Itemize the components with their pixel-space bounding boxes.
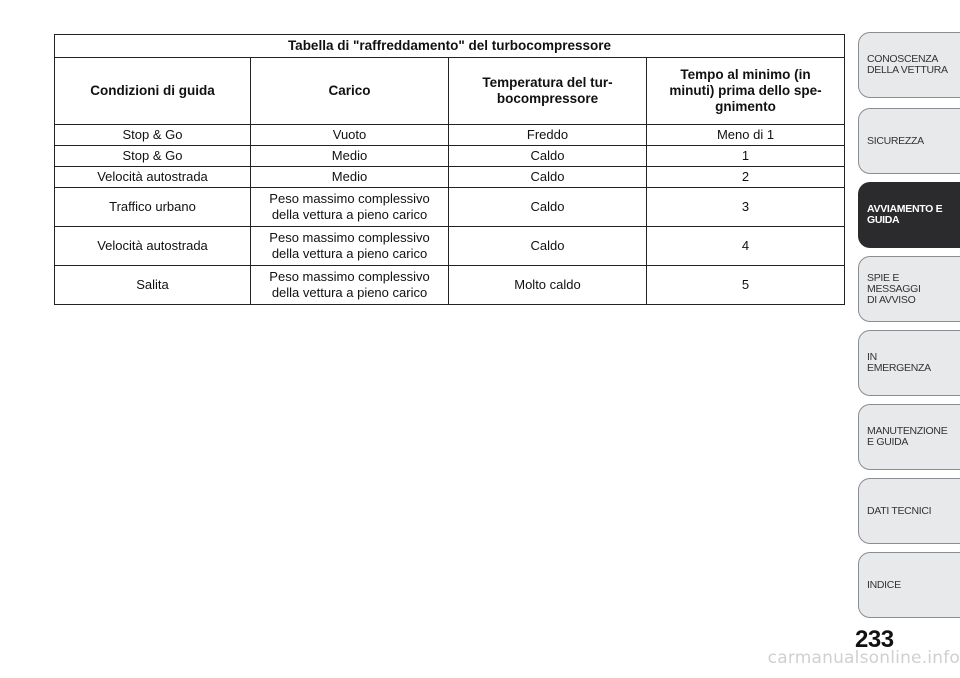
- cell-idle-time: 2: [647, 167, 845, 188]
- cell-temperature: Molto caldo: [449, 266, 647, 305]
- sidebar-item-emergenza[interactable]: [858, 330, 960, 396]
- chapter-sidebar: [858, 32, 960, 632]
- cell-temperature: Freddo: [449, 125, 647, 146]
- watermark-text: carmanualsonline.info: [767, 648, 960, 668]
- cell-load: Medio: [251, 146, 449, 167]
- cell-load: Peso massimo complessivo della vettura a pieno carico: [251, 266, 449, 305]
- table-row: [55, 125, 845, 146]
- cell-temperature: Caldo: [449, 167, 647, 188]
- table-row: [55, 167, 845, 188]
- sidebar-item-indice[interactable]: [858, 552, 960, 618]
- cell-idle-time: Meno di 1: [647, 125, 845, 146]
- sidebar-item-label: SICUREZZA: [867, 134, 924, 147]
- sidebar-item-label: SPIE E MESSAGGI DI AVVISO: [867, 271, 921, 306]
- sidebar-item-label: AVVIAMENTO E GUIDA: [867, 203, 943, 226]
- cell-condition: Stop & Go: [55, 125, 251, 146]
- sidebar-item-label: MANUTENZIONE E GUIDA: [867, 425, 948, 448]
- header-turbo-temperature: Temperatura del tur- bocompressore: [449, 58, 647, 125]
- cell-temperature: Caldo: [449, 146, 647, 167]
- cell-condition: Velocità autostrada: [55, 227, 251, 266]
- sidebar-item-label: INDICE: [867, 578, 901, 591]
- cell-temperature: Caldo: [449, 227, 647, 266]
- cell-idle-time: 1: [647, 146, 845, 167]
- sidebar-item-dati-tecnici[interactable]: [858, 478, 960, 544]
- sidebar-item-spie[interactable]: [858, 256, 960, 322]
- cell-condition: Salita: [55, 266, 251, 305]
- cell-load: Peso massimo complessivo della vettura a pieno carico: [251, 188, 449, 227]
- turbo-cooling-table: [54, 34, 845, 305]
- sidebar-item-sicurezza[interactable]: [858, 108, 960, 174]
- sidebar-item-manutenzione[interactable]: [858, 404, 960, 470]
- cell-load: Vuoto: [251, 125, 449, 146]
- cooling-table-container: [54, 34, 844, 305]
- cell-temperature: Caldo: [449, 188, 647, 227]
- cell-idle-time: 5: [647, 266, 845, 305]
- table-row: [55, 227, 845, 266]
- sidebar-item-label: DATI TECNICI: [867, 504, 932, 517]
- cell-load: Peso massimo complessivo della vettura a pieno carico: [251, 227, 449, 266]
- page-number: 233: [855, 626, 894, 653]
- table-row: [55, 146, 845, 167]
- sidebar-item-label: CONOSCENZA DELLA VETTURA: [867, 53, 948, 76]
- cell-idle-time: 3: [647, 188, 845, 227]
- cell-condition: Stop & Go: [55, 146, 251, 167]
- table-row: [55, 266, 845, 305]
- cell-load: Medio: [251, 167, 449, 188]
- header-driving-conditions: Condizioni di guida: [55, 58, 251, 125]
- cell-idle-time: 4: [647, 227, 845, 266]
- sidebar-item-avviamento[interactable]: [858, 182, 960, 248]
- cell-condition: Velocità autostrada: [55, 167, 251, 188]
- table-title: Tabella di "raffreddamento" del turbocompressore: [55, 35, 845, 58]
- header-idle-time: Tempo al minimo (in minuti) prima dello spe- gnimento: [647, 58, 845, 125]
- table-row: [55, 188, 845, 227]
- cell-condition: Traffico urbano: [55, 188, 251, 227]
- header-load: Carico: [251, 58, 449, 125]
- sidebar-item-label: IN EMERGENZA: [867, 351, 931, 374]
- sidebar-item-conoscenza[interactable]: [858, 32, 960, 98]
